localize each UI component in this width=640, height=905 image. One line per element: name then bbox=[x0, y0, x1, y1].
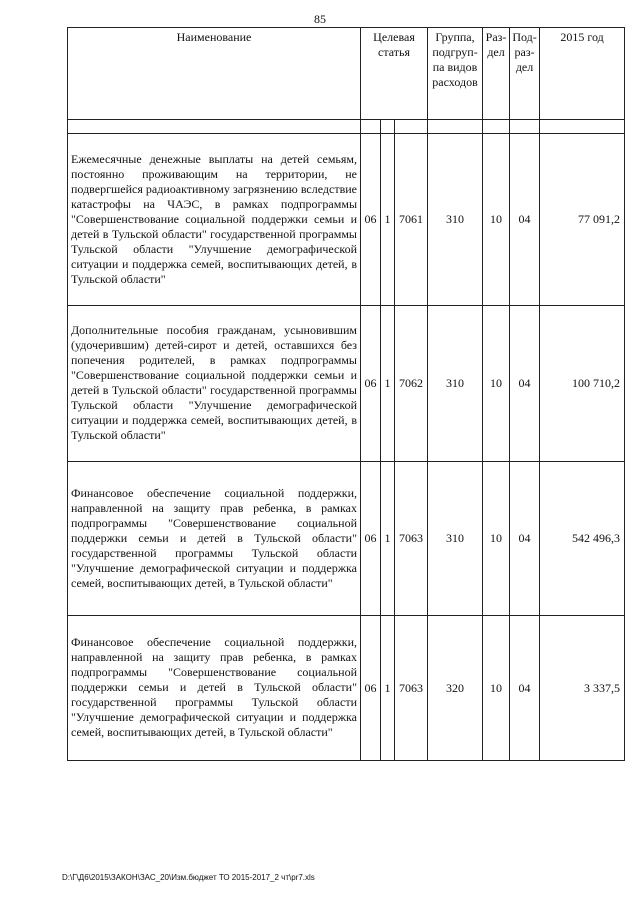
row-group: 310 bbox=[428, 134, 483, 306]
row-code3: 7063 bbox=[395, 462, 428, 616]
row-amount: 77 091,2 bbox=[540, 134, 625, 306]
row-code1: 06 bbox=[361, 134, 381, 306]
row-amount: 542 496,3 bbox=[540, 462, 625, 616]
row-section: 10 bbox=[483, 616, 510, 761]
table-row bbox=[68, 616, 625, 761]
row-name: Финансовое обеспечение социальной поддержки, направленной на защиту прав ребенка, в рамках подпрограммы "Совершенствование социальной поддержки семьи и детей в Тульской области" государственной программы Тульской области "Улучшение демографической ситуации и поддержка семей, воспитывающих детей, в Тульской области" bbox=[68, 462, 361, 616]
row-code3: 7062 bbox=[395, 306, 428, 462]
header-subsection: Под-раз-дел bbox=[510, 28, 540, 120]
file-path-footer: D:\Г\Д6\2015\ЗАКОН\ЗАС_20\Изм.бюджет ТО 2015-2017_2 чт\pr7.xls bbox=[62, 873, 315, 882]
page-number: 85 bbox=[314, 12, 326, 26]
row-code1: 06 bbox=[361, 462, 381, 616]
row-name: Дополнительные пособия гражданам, усыновившим (удочерившим) детей-сирот и детей, оставшихся без попечения родителей, в рамках подпрограммы "Совершенствование социальной поддержки семьи и детей в Тульской области" государственной программы Тульской области "Улучшение демографической ситуации и поддержка семей, воспитывающих детей, в Тульской области" bbox=[68, 306, 361, 462]
row-code2: 1 bbox=[381, 462, 395, 616]
header-group: Группа, подгруп-па видов расходов bbox=[428, 28, 483, 120]
row-code2: 1 bbox=[381, 134, 395, 306]
row-subsection: 04 bbox=[510, 306, 540, 462]
row-subsection: 04 bbox=[510, 616, 540, 761]
row-name: Финансовое обеспечение социальной поддержки, направленной на защиту прав ребенка, в рамках подпрограммы "Совершенствование социальной поддержки семьи и детей в Тульской области" государственной программы Тульской области "Улучшение демографической ситуации и поддержка семей, воспитывающих детей, в Тульской области" bbox=[68, 616, 361, 761]
row-code2: 1 bbox=[381, 616, 395, 761]
row-section: 10 bbox=[483, 134, 510, 306]
row-code1: 06 bbox=[361, 306, 381, 462]
header-target-article: Целевая статья bbox=[361, 28, 428, 120]
row-section: 10 bbox=[483, 462, 510, 616]
row-subsection: 04 bbox=[510, 462, 540, 616]
row-group: 310 bbox=[428, 306, 483, 462]
spacer-row bbox=[68, 120, 625, 134]
header-row bbox=[68, 28, 625, 120]
row-code1: 06 bbox=[361, 616, 381, 761]
header-year: 2015 год bbox=[540, 28, 625, 120]
row-amount: 3 337,5 bbox=[540, 616, 625, 761]
budget-table bbox=[67, 27, 625, 761]
row-code2: 1 bbox=[381, 306, 395, 462]
row-group: 310 bbox=[428, 462, 483, 616]
row-code3: 7063 bbox=[395, 616, 428, 761]
row-section: 10 bbox=[483, 306, 510, 462]
row-subsection: 04 bbox=[510, 134, 540, 306]
row-code3: 7061 bbox=[395, 134, 428, 306]
table-row bbox=[68, 134, 625, 306]
header-name: Наименование bbox=[68, 28, 361, 120]
row-group: 320 bbox=[428, 616, 483, 761]
table-row bbox=[68, 306, 625, 462]
header-section: Раз-дел bbox=[483, 28, 510, 120]
row-name: Ежемесячные денежные выплаты на детей семьям, постоянно проживающим на территории, не подвергшейся радиоактивному загрязнению вследствие катастрофы на ЧАЭС, в рамках подпрограммы "Совершенствование социальной поддержки семьи и детей в Тульской области" государственной программы Тульской области "Улучшение демографической ситуации и поддержка семей, воспитывающих детей, в Тульской области" bbox=[68, 134, 361, 306]
row-amount: 100 710,2 bbox=[540, 306, 625, 462]
table-row bbox=[68, 462, 625, 616]
